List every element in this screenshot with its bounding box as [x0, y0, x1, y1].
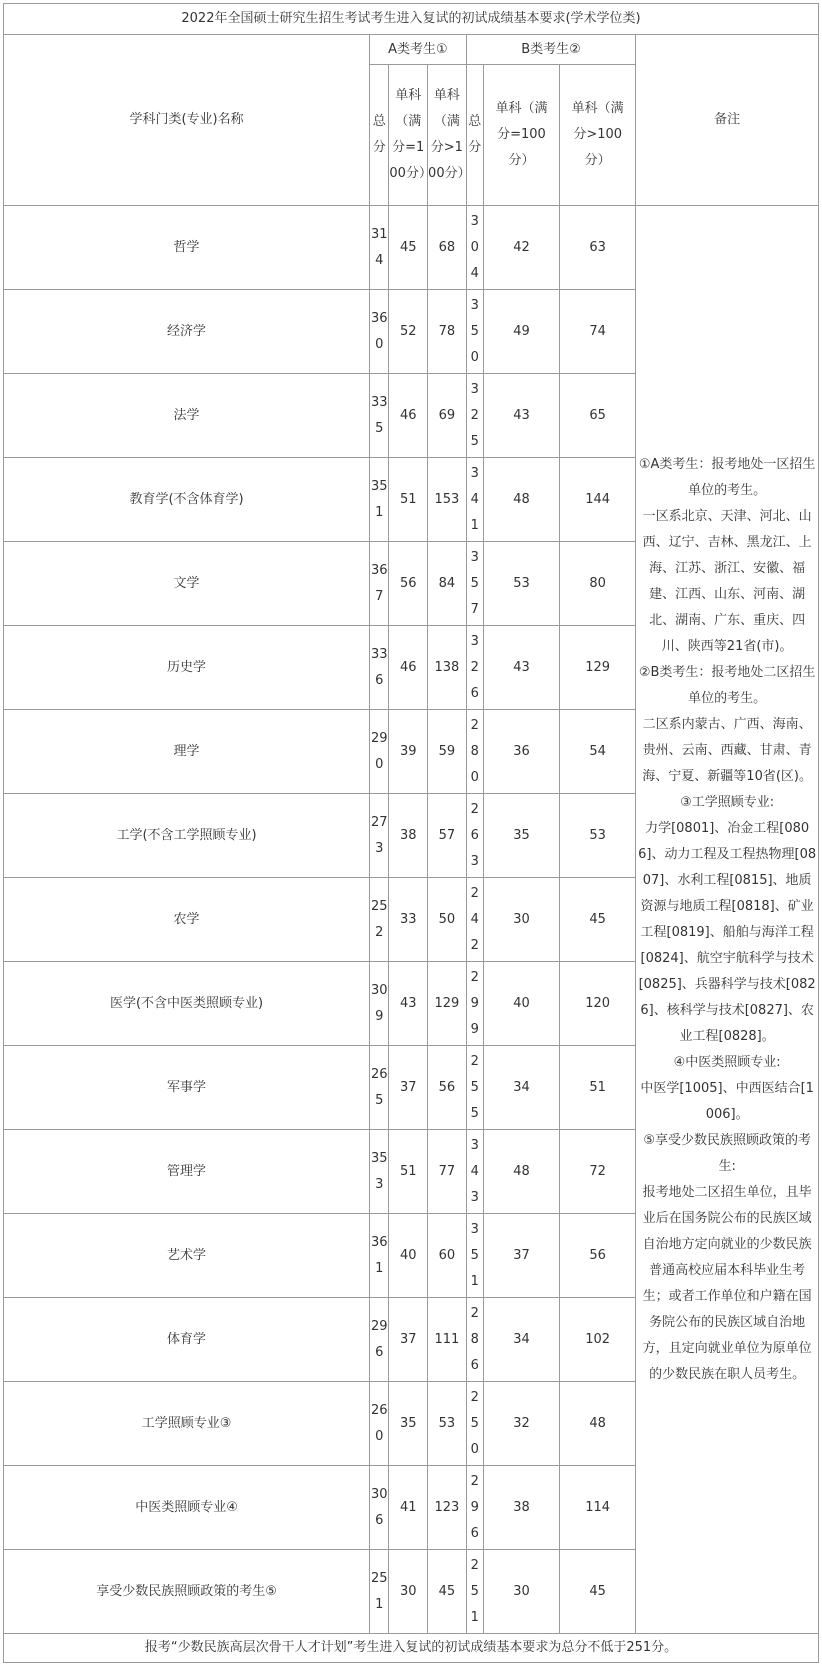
b-single-100-score: 49: [483, 290, 559, 374]
a-single-gt100-score: 57: [428, 794, 467, 878]
b-total-header: 总分: [466, 65, 483, 206]
notes-cell: [636, 206, 819, 1634]
a-total-score: 336: [370, 626, 389, 710]
a-total-score: 353: [370, 1130, 389, 1214]
a-single-100-score: 46: [389, 626, 428, 710]
b-single-100-score: 30: [483, 1550, 559, 1634]
note-line: 一区系北京、天津、河北、山西、辽宁、吉林、黑龙江、上海、江苏、浙江、安徽、福建、江西、山东、河南、湖北、湖南、广东、重庆、四川、陕西等21省(市)。: [642, 508, 812, 654]
a-total-score: 360: [370, 290, 389, 374]
footer-row: [4, 1634, 819, 1663]
a-single-gt100-score: 50: [428, 878, 467, 962]
a-total-score: 367: [370, 542, 389, 626]
b-single-100-score: 30: [483, 878, 559, 962]
a-single-100-score: 37: [389, 1298, 428, 1382]
table-title: 2022年全国硕士研究生招生考试考生进入复试的初试成绩基本要求(学术学位类): [4, 4, 819, 35]
a-total-score: 296: [370, 1298, 389, 1382]
discipline-name: 中医类照顾专业④: [4, 1466, 370, 1550]
a-single-100-score: 37: [389, 1046, 428, 1130]
b-single-gt100-score: 114: [560, 1466, 636, 1550]
b-total-score: 304: [466, 206, 483, 290]
b-single-100-score: 34: [483, 1046, 559, 1130]
b-single-gt100-score: 45: [560, 1550, 636, 1634]
b-total-score: 326: [466, 626, 483, 710]
b-single-gt100-score: 54: [560, 710, 636, 794]
b-total-score: 343: [466, 1130, 483, 1214]
a-single-100-score: 35: [389, 1382, 428, 1466]
a-single-gt100-score: 53: [428, 1382, 467, 1466]
discipline-name: 体育学: [4, 1298, 370, 1382]
discipline-name: 法学: [4, 374, 370, 458]
b-total-score: 351: [466, 1214, 483, 1298]
a-total-score: 361: [370, 1214, 389, 1298]
b-total-score: 350: [466, 290, 483, 374]
table-row: [4, 206, 819, 290]
discipline-name: 历史学: [4, 626, 370, 710]
b-single-gt100-score: 120: [560, 962, 636, 1046]
note-line: ④中医类照顾专业:: [673, 1054, 781, 1070]
a-single-gt100-score: 84: [428, 542, 467, 626]
a-single-gt100-score: 111: [428, 1298, 467, 1382]
b-single-gt100-score: 80: [560, 542, 636, 626]
a-single-gt100-score: 153: [428, 458, 467, 542]
a-single-100-score: 40: [389, 1214, 428, 1298]
score-table: [3, 3, 819, 1663]
a-total-score: 265: [370, 1046, 389, 1130]
footer-note: 报考“少数民族高层次骨干人才计划”考生进入复试的初试成绩基本要求为总分不低于251分。: [4, 1634, 819, 1663]
a-total-score: 351: [370, 458, 389, 542]
b-single-100-score: 48: [483, 458, 559, 542]
b-single-gt100-score: 63: [560, 206, 636, 290]
b-single-100-score: 34: [483, 1298, 559, 1382]
b-total-score: 280: [466, 710, 483, 794]
discipline-name: 享受少数民族照顾政策的考生⑤: [4, 1550, 370, 1634]
discipline-name: 文学: [4, 542, 370, 626]
a-single-gt100-score: 78: [428, 290, 467, 374]
b-single-gt100-score: 72: [560, 1130, 636, 1214]
b-single-100-score: 36: [483, 710, 559, 794]
a-single-gt100-score: 45: [428, 1550, 467, 1634]
b-single-100-header: 单科（满分=100分）: [483, 65, 559, 206]
b-total-score: 296: [466, 1466, 483, 1550]
b-single-100-score: 43: [483, 374, 559, 458]
a-single-100-score: 51: [389, 1130, 428, 1214]
b-single-100-score: 40: [483, 962, 559, 1046]
b-total-score: 250: [466, 1382, 483, 1466]
b-single-100-score: 38: [483, 1466, 559, 1550]
a-single-100-score: 46: [389, 374, 428, 458]
a-single-100-score: 43: [389, 962, 428, 1046]
discipline-name: 管理学: [4, 1130, 370, 1214]
note-line: ②B类考生：报考地处二区招生单位的考生。: [638, 664, 816, 706]
note-line: ⑤享受少数民族照顾政策的考生:: [643, 1132, 811, 1174]
b-single-gt100-score: 56: [560, 1214, 636, 1298]
b-single-gt100-score: 65: [560, 374, 636, 458]
a-single-100-header: 单科（满分=100分）: [389, 65, 428, 206]
a-single-100-score: 52: [389, 290, 428, 374]
a-single-gt100-score: 123: [428, 1466, 467, 1550]
b-single-gt100-score: 129: [560, 626, 636, 710]
a-single-gt100-score: 56: [428, 1046, 467, 1130]
b-single-100-score: 32: [483, 1382, 559, 1466]
b-single-100-score: 37: [483, 1214, 559, 1298]
b-total-score: 255: [466, 1046, 483, 1130]
a-single-gt100-score: 68: [428, 206, 467, 290]
a-single-gt100-score: 138: [428, 626, 467, 710]
b-single-gt100-header: 单科（满分>100分）: [560, 65, 636, 206]
b-single-gt100-score: 53: [560, 794, 636, 878]
discipline-name: 农学: [4, 878, 370, 962]
a-single-gt100-score: 59: [428, 710, 467, 794]
a-total-header: 总分: [370, 65, 389, 206]
discipline-name: 工学照顾专业③: [4, 1382, 370, 1466]
note-line: 力学[0801]、冶金工程[0806]、动力工程及工程热物理[0807]、水利工程[0815]、地质资源与地质工程[0818]、矿业工程[0819]、船舶与海洋工程[0824]、航空宇航科学与技术[0825]、兵器科学与技术[0826]、核科学与技术[0827]、农业工程[0828]。: [638, 820, 817, 1044]
discipline-name: 军事学: [4, 1046, 370, 1130]
discipline-name: 哲学: [4, 206, 370, 290]
a-single-gt100-header: 单科（满分>100分）: [428, 65, 467, 206]
a-single-100-score: 41: [389, 1466, 428, 1550]
b-single-gt100-score: 74: [560, 290, 636, 374]
discipline-name: 艺术学: [4, 1214, 370, 1298]
a-single-100-score: 38: [389, 794, 428, 878]
b-total-score: 299: [466, 962, 483, 1046]
a-total-score: 252: [370, 878, 389, 962]
discipline-name: 理学: [4, 710, 370, 794]
b-total-score: 325: [466, 374, 483, 458]
a-total-score: 251: [370, 1550, 389, 1634]
a-total-score: 260: [370, 1382, 389, 1466]
b-total-score: 357: [466, 542, 483, 626]
a-single-100-score: 30: [389, 1550, 428, 1634]
group-a-header: A类考生①: [370, 35, 467, 65]
b-single-100-score: 48: [483, 1130, 559, 1214]
discipline-name: 经济学: [4, 290, 370, 374]
b-single-gt100-score: 102: [560, 1298, 636, 1382]
discipline-name: 医学(不含中医类照顾专业): [4, 962, 370, 1046]
a-total-score: 314: [370, 206, 389, 290]
a-single-gt100-score: 77: [428, 1130, 467, 1214]
a-single-100-score: 56: [389, 542, 428, 626]
b-single-gt100-score: 51: [560, 1046, 636, 1130]
b-single-gt100-score: 45: [560, 878, 636, 962]
note-header: 备注: [636, 35, 819, 206]
note-line: ③工学照顾专业:: [680, 794, 775, 810]
a-total-score: 335: [370, 374, 389, 458]
discipline-header: 学科门类(专业)名称: [4, 35, 370, 206]
note-line: 报考地处二区招生单位，且毕业后在国务院公布的民族区域自治地方定向就业的少数民族普通高校应届本科毕业生考生；或者工作单位和户籍在国务院公布的民族区域自治地方，且定向就业单位为原单位的少数民族在职人员考生。: [642, 1184, 812, 1382]
a-total-score: 273: [370, 794, 389, 878]
b-total-score: 286: [466, 1298, 483, 1382]
a-single-gt100-score: 129: [428, 962, 467, 1046]
a-single-100-score: 39: [389, 710, 428, 794]
a-single-gt100-score: 69: [428, 374, 467, 458]
b-single-gt100-score: 48: [560, 1382, 636, 1466]
b-total-score: 251: [466, 1550, 483, 1634]
b-single-gt100-score: 144: [560, 458, 636, 542]
note-line: 二区系内蒙古、广西、海南、贵州、云南、西藏、甘肃、青海、宁夏、新疆等10省(区)。: [642, 716, 812, 784]
b-total-score: 341: [466, 458, 483, 542]
b-single-100-score: 42: [483, 206, 559, 290]
group-b-header: B类考生②: [466, 35, 636, 65]
a-total-score: 309: [370, 962, 389, 1046]
a-single-100-score: 45: [389, 206, 428, 290]
a-single-100-score: 51: [389, 458, 428, 542]
b-single-100-score: 43: [483, 626, 559, 710]
a-total-score: 306: [370, 1466, 389, 1550]
b-single-100-score: 35: [483, 794, 559, 878]
discipline-name: 教育学(不含体育学): [4, 458, 370, 542]
discipline-name: 工学(不含工学照顾专业): [4, 794, 370, 878]
a-total-score: 290: [370, 710, 389, 794]
b-single-100-score: 53: [483, 542, 559, 626]
b-total-score: 263: [466, 794, 483, 878]
note-line: ①A类考生：报考地处一区招生单位的考生。: [638, 456, 816, 498]
a-single-100-score: 33: [389, 878, 428, 962]
b-total-score: 242: [466, 878, 483, 962]
note-line: 中医学[1005]、中西医结合[1006]。: [640, 1080, 814, 1122]
a-single-gt100-score: 60: [428, 1214, 467, 1298]
